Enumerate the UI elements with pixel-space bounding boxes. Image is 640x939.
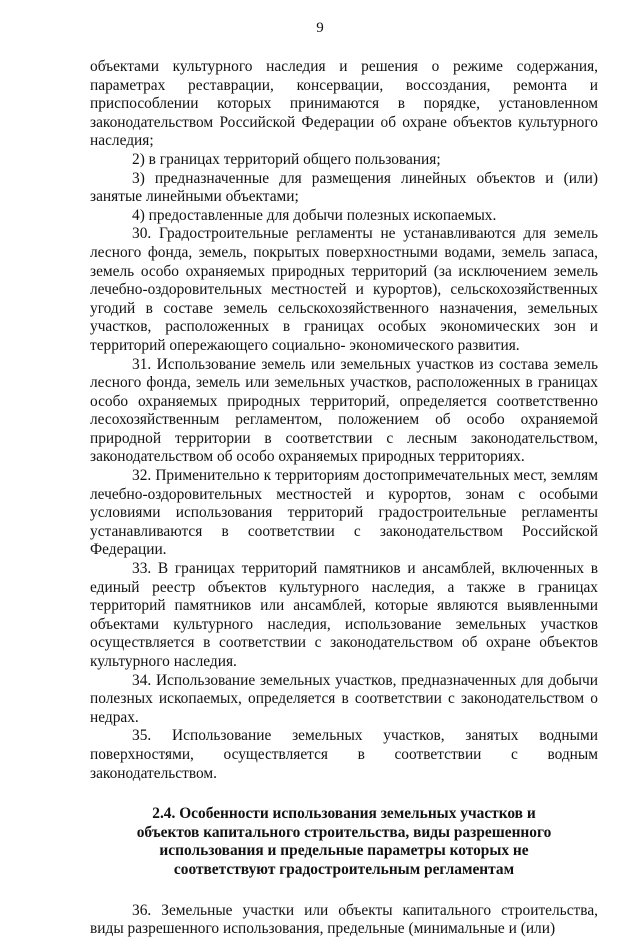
page-number: 9 — [316, 20, 324, 36]
paragraph-clause-33: 33. В границах территорий памятников и ансамблей, включенных в единый реестр объектов культурного наследия, а также в границах территорий памятников или ансамблей, которые являются выявленными объектами культурного наследия, использование земельных участков осуществляется в соответствии с законодательством об охране объектов культурного наследия. — [90, 560, 598, 670]
paragraph-item-4: 4) предоставленные для добычи полезных ископаемых. — [132, 206, 497, 224]
document-body — [90, 58, 598, 939]
paragraph-clause-34: 34. Использование земельных участков, предназначенных для добычи полезных ископаемых, определяется в соответствии с законодательством о недрах. — [90, 671, 598, 726]
paragraph-item-2: 2) в границах территорий общего пользования; — [132, 150, 441, 168]
paragraph-clause-30: 30. Градостроительные регламенты не устанавливаются для земель лесного фонда, земель, покрытых поверхностными водами, земель запаса, земель особо охраняемых природных территорий (за исключением земель лечебно-оздоровительных местностей и курортов), сельскохозяйственных угодий в составе земель сельскохозяйственного назначения, земельных участков, расположенных в границах особых экономических зон и территорий опережающего социально- экономического развития. — [90, 225, 598, 354]
paragraph-item-3: 3) предназначенные для размещения линейных объектов и (или) занятые линейными объектами; — [90, 169, 598, 206]
paragraph-clause-35: 35. Использование земельных участков, занятых водными поверхностями, осуществляется в соответствии с водным законодательством. — [90, 727, 598, 782]
paragraph-continuation: объектами культурного наследия и решения о режиме содержания, параметрах реставрации, консервации, воссоздания, ремонта и приспособлении которых принимаются в порядке, установленном законодательством Российской Федерации об охране объектов культурного наследия; — [90, 58, 598, 150]
section-heading: 2.4. Особенности использования земельных участков и объектов капитального строительства, виды разрешенного использования и предельные параметры которых не соответствуют градостроительным регламентам — [136, 805, 552, 878]
paragraph-clause-32: 32. Применительно к территориям достопримечательных мест, землям лечебно-оздоровительных местностей и курортов, зонам с особыми условиями использования территорий градостроительные регламенты устанавливаются в соответствии с законодательством Российской Федерации. — [90, 467, 598, 559]
paragraph-clause-31: 31. Использование земель или земельных участков из состава земель лесного фонда, земель или земельных участков, расположенных в границах особо охраняемых природных территорий, определяется соответственно лесохозяйственным регламентом, положением об особо охраняемой природной территории в соответствии с лесным законодательством, законодательством об особо охраняемых природных территориях. — [90, 355, 598, 466]
paragraph-clause-36: 36. Земельные участки или объекты капитального строительства, виды разрешенного использования, предельные (минимальные и (или) — [90, 901, 598, 938]
